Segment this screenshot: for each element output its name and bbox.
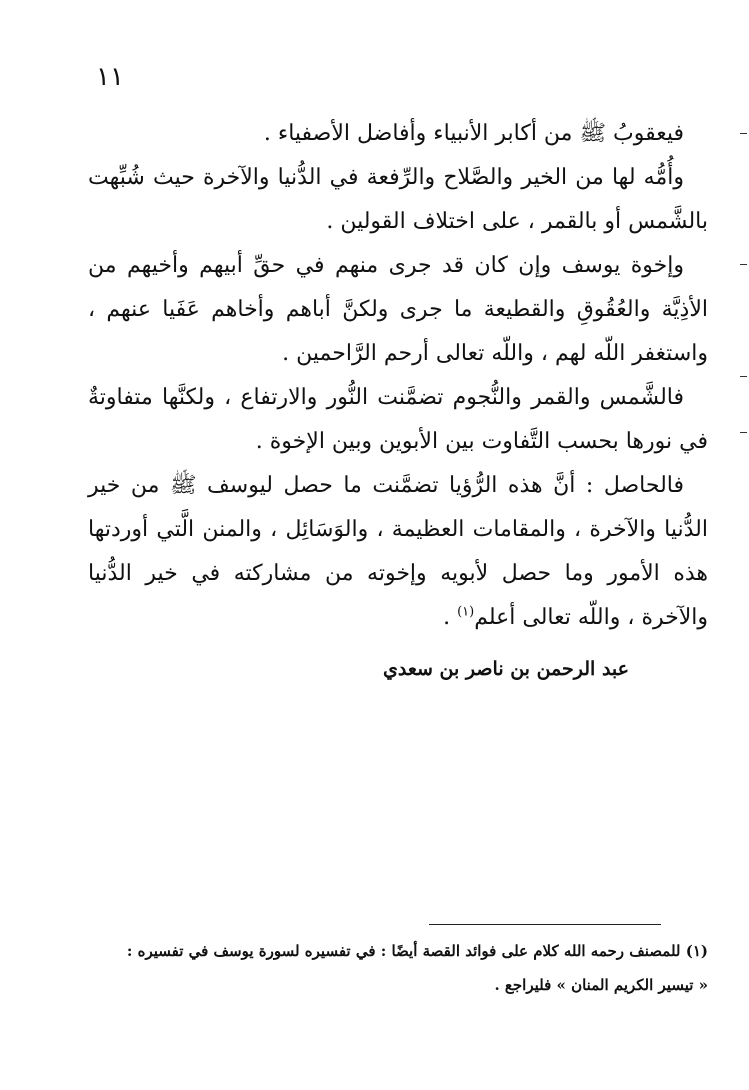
footnote-line-2: « تيسير الكريم المنان » فليراجع . [494,976,708,994]
paragraph-1: فيعقوبُ ﷺ من أكابر الأنبياء وأفاضل الأصفياء . [263,121,684,146]
paragraph-5-wrapper [88,464,708,640]
footnote-line-1: (١) للمصنف رحمه الله كلام على فوائد القصة أيضًا : في تفسيره لسورة يوسف في تفسيره : [126,942,708,960]
margin-tick-4 [740,432,747,433]
paragraph-4: فالشَّمس والقمر والنُّجوم تضمَّنت النُّور والارتفاع ، ولكنَّها متفاوتةٌ في نورها بحسب التَّفاوت بين الأبوين وبين الإخوة . [88,385,708,454]
signature: عبد الرحمن بن ناصر بن سعدي [383,658,629,680]
paragraph-3: وإخوة يوسف وإن كان قد جرى منهم في حقِّ أبيهم وأخيهم من الأذِيَّة والعُقُوقِ والقطيعة ما جرى ولكنَّ أباهم وأخاهم عَفَيا عنهم ، واستغفر اللّه لهم ، واللّه تعالى أرحم الرَّاحمين . [88,253,708,366]
margin-tick-1 [740,133,747,134]
footnote-marker: (١) [457,604,475,620]
page-number: ١١ [96,62,124,92]
closing-punctuation: . [443,605,458,630]
footnote-separator [429,924,661,925]
margin-tick-2 [740,264,747,265]
paragraph-2: وأُمُّه لها من الخير والصَّلاح والرِّفعة في الدُّنيا والآخرة حيث شُبِّهت بالشَّمس أو بالقمر ، على اختلاف القولين . [88,165,708,234]
main-text [88,112,708,640]
margin-tick-3 [740,376,747,377]
paragraph-5: فالحاصل : أنَّ هذه الرُّؤيا تضمَّنت ما حصل ليوسف ﷺ من خير الدُّنيا والآخرة ، والمقامات العظيمة ، والوَسَائِل ، والمنن الَّتي أوردتها هذه الأمور وما حصل لأبويه وإخوته من مشاركته في خير الدُّنيا والآخرة ، واللّه تعالى أعلم [88,473,708,630]
footnote [88,934,708,1002]
